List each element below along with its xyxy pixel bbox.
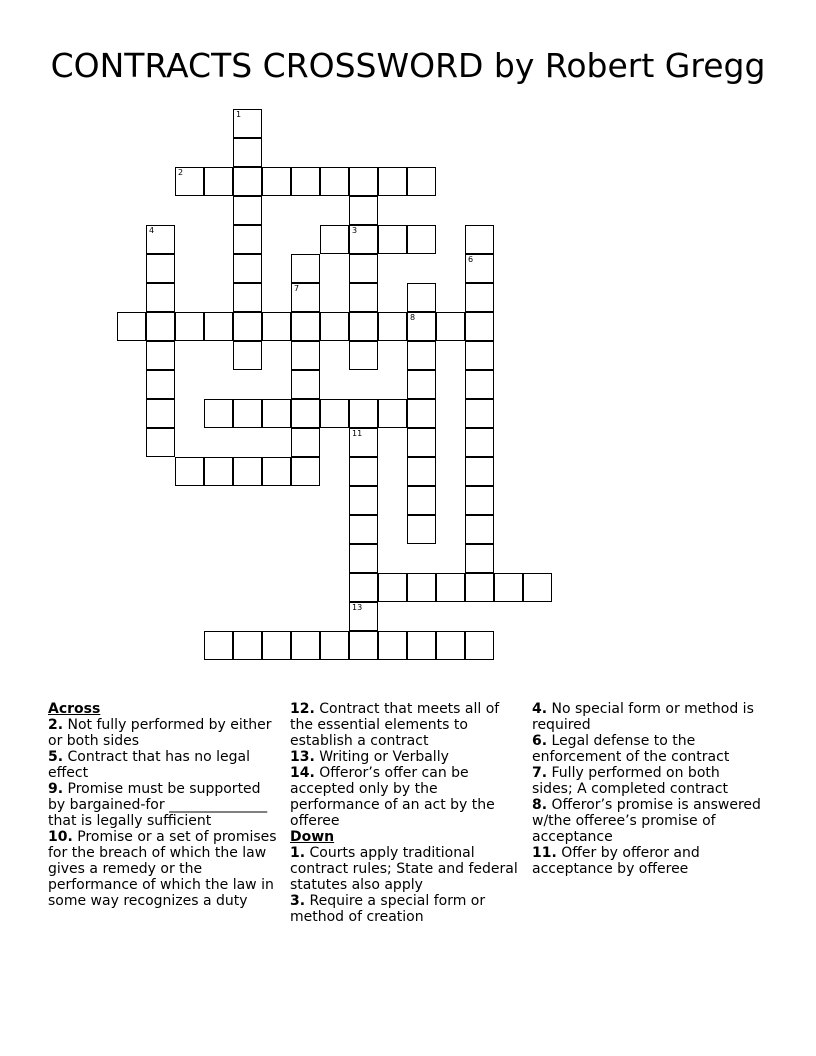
clue-number: 3. bbox=[290, 893, 306, 909]
clue-down-1 bbox=[290, 845, 520, 893]
grid-cell[interactable] bbox=[146, 254, 175, 283]
cell-number: 13 bbox=[352, 603, 363, 612]
grid-cell[interactable] bbox=[465, 486, 494, 515]
grid-cell[interactable] bbox=[349, 341, 378, 370]
clue-text: Promise must be supported by bargained-for ______________ that is legally sufficient bbox=[48, 781, 268, 829]
grid-cell[interactable] bbox=[291, 312, 320, 341]
cell-number: 6 bbox=[468, 255, 474, 264]
grid-cell[interactable] bbox=[465, 254, 494, 283]
clue-text: Offer by offeror and acceptance by offeree bbox=[532, 845, 700, 877]
grid-cell[interactable] bbox=[233, 399, 262, 428]
grid-cell[interactable] bbox=[146, 399, 175, 428]
grid-cell[interactable] bbox=[465, 312, 494, 341]
grid-cell[interactable] bbox=[233, 631, 262, 660]
clue-text: No special form or method is required bbox=[532, 701, 754, 733]
grid-cell[interactable] bbox=[233, 138, 262, 167]
grid-cell[interactable] bbox=[465, 515, 494, 544]
clue-text: Fully performed on both sides; A completed contract bbox=[532, 765, 729, 797]
clue-text: Promise or a set of promises for the breach of which the law gives a remedy or the performance of which the law in some way recognizes a duty bbox=[48, 829, 277, 909]
grid-cell[interactable] bbox=[349, 631, 378, 660]
grid-cell[interactable] bbox=[175, 457, 204, 486]
grid-cell[interactable] bbox=[407, 631, 436, 660]
clue-text: Courts apply traditional contract rules; State and federal statutes also apply bbox=[290, 845, 518, 893]
grid-cell[interactable] bbox=[146, 225, 175, 254]
cell-number: 1 bbox=[236, 110, 242, 119]
grid-cell[interactable] bbox=[349, 196, 378, 225]
grid-cell[interactable] bbox=[291, 254, 320, 283]
grid-cell[interactable] bbox=[291, 457, 320, 486]
clue-text: Not fully performed by either or both sides bbox=[48, 717, 272, 749]
cell-number: 7 bbox=[294, 284, 300, 293]
grid-cell[interactable] bbox=[465, 225, 494, 254]
clue-down-3 bbox=[290, 893, 520, 925]
grid-cell[interactable] bbox=[320, 631, 349, 660]
clue-text: Contract that meets all of the essential elements to establish a contract bbox=[290, 701, 500, 749]
clue-number: 4. bbox=[532, 701, 548, 717]
grid-cell[interactable] bbox=[262, 167, 291, 196]
grid-cell[interactable] bbox=[291, 341, 320, 370]
grid-cell[interactable] bbox=[233, 167, 262, 196]
grid-cell[interactable] bbox=[349, 167, 378, 196]
grid-cell[interactable] bbox=[465, 544, 494, 573]
clue-across-2 bbox=[48, 717, 282, 749]
grid-cell[interactable] bbox=[320, 312, 349, 341]
grid-cell[interactable] bbox=[407, 283, 436, 312]
grid-cell[interactable] bbox=[233, 283, 262, 312]
grid-cell[interactable] bbox=[407, 428, 436, 457]
grid-cell[interactable] bbox=[465, 341, 494, 370]
grid-cell[interactable] bbox=[349, 225, 378, 254]
grid-cell[interactable] bbox=[523, 573, 552, 602]
grid-cell[interactable] bbox=[407, 341, 436, 370]
grid-cell[interactable] bbox=[204, 167, 233, 196]
grid-cell[interactable] bbox=[146, 341, 175, 370]
clue-column-3 bbox=[532, 701, 762, 877]
grid-cell[interactable] bbox=[117, 312, 146, 341]
grid-cell[interactable] bbox=[465, 370, 494, 399]
grid-cell[interactable] bbox=[436, 312, 465, 341]
grid-cell[interactable] bbox=[204, 399, 233, 428]
grid-cell[interactable] bbox=[233, 312, 262, 341]
grid-cell[interactable] bbox=[233, 341, 262, 370]
clue-number: 7. bbox=[532, 765, 548, 781]
grid-cell[interactable] bbox=[378, 631, 407, 660]
clue-down-8 bbox=[532, 797, 762, 845]
clue-number: 11. bbox=[532, 845, 557, 861]
clue-text: Legal defense to the enforcement of the contract bbox=[532, 733, 730, 765]
grid-cell[interactable] bbox=[262, 631, 291, 660]
grid-cell[interactable] bbox=[465, 428, 494, 457]
grid-cell[interactable] bbox=[146, 312, 175, 341]
grid-cell[interactable] bbox=[291, 631, 320, 660]
clue-number: 9. bbox=[48, 781, 64, 797]
grid-cell[interactable] bbox=[407, 457, 436, 486]
grid-cell[interactable] bbox=[436, 573, 465, 602]
grid-cell[interactable] bbox=[349, 486, 378, 515]
clue-text: Writing or Verbally bbox=[319, 749, 449, 765]
grid-cell[interactable] bbox=[378, 312, 407, 341]
grid-cell[interactable] bbox=[291, 167, 320, 196]
clue-column-1 bbox=[48, 701, 282, 909]
grid-cell[interactable] bbox=[262, 399, 291, 428]
grid-cell[interactable] bbox=[349, 254, 378, 283]
grid-cell[interactable] bbox=[349, 515, 378, 544]
grid-cell[interactable] bbox=[175, 312, 204, 341]
down-heading: Down bbox=[290, 829, 335, 845]
clue-across-10 bbox=[48, 829, 282, 909]
grid-cell[interactable] bbox=[407, 167, 436, 196]
cell-number: 11 bbox=[352, 429, 363, 438]
grid-cell[interactable] bbox=[378, 225, 407, 254]
grid-cell[interactable] bbox=[291, 428, 320, 457]
grid-cell[interactable] bbox=[465, 631, 494, 660]
clue-number: 1. bbox=[290, 845, 306, 861]
across-heading: Across bbox=[48, 701, 101, 717]
grid-cell[interactable] bbox=[378, 573, 407, 602]
grid-cell[interactable] bbox=[233, 225, 262, 254]
clue-down-11 bbox=[532, 845, 762, 877]
clue-number: 5. bbox=[48, 749, 64, 765]
grid-cell[interactable] bbox=[320, 225, 349, 254]
clue-number: 12. bbox=[290, 701, 315, 717]
clue-number: 14. bbox=[290, 765, 315, 781]
clue-across-12 bbox=[290, 701, 520, 749]
grid-cell[interactable] bbox=[233, 457, 262, 486]
grid-cell[interactable] bbox=[233, 109, 262, 138]
cell-number: 3 bbox=[352, 226, 358, 235]
cell-number: 4 bbox=[149, 226, 155, 235]
grid-cell[interactable] bbox=[407, 312, 436, 341]
clue-across-5 bbox=[48, 749, 282, 781]
grid-cell[interactable] bbox=[291, 283, 320, 312]
clue-across-9 bbox=[48, 781, 282, 829]
grid-cell[interactable] bbox=[465, 573, 494, 602]
page-title: CONTRACTS CROSSWORD by Robert Gregg bbox=[50, 46, 766, 85]
grid-cell[interactable] bbox=[291, 399, 320, 428]
grid-cell[interactable] bbox=[204, 312, 233, 341]
grid-cell[interactable] bbox=[465, 399, 494, 428]
grid-cell[interactable] bbox=[349, 573, 378, 602]
grid-cell[interactable] bbox=[436, 631, 465, 660]
grid-cell[interactable] bbox=[407, 370, 436, 399]
grid-cell[interactable] bbox=[146, 283, 175, 312]
grid-cell[interactable] bbox=[378, 167, 407, 196]
clue-text: Offeror’s promise is answered w/the offeree’s promise of acceptance bbox=[532, 797, 761, 845]
grid-cell[interactable] bbox=[349, 544, 378, 573]
clue-across-13 bbox=[290, 749, 520, 765]
clue-number: 8. bbox=[532, 797, 548, 813]
grid-cell[interactable] bbox=[320, 167, 349, 196]
grid-cell[interactable] bbox=[378, 399, 407, 428]
clue-column-2 bbox=[290, 701, 520, 925]
cell-number: 2 bbox=[178, 168, 184, 177]
cell-number: 8 bbox=[410, 313, 416, 322]
clue-number: 13. bbox=[290, 749, 315, 765]
clue-number: 10. bbox=[48, 829, 73, 845]
grid-cell[interactable] bbox=[233, 196, 262, 225]
grid-cell[interactable] bbox=[349, 283, 378, 312]
grid-cell[interactable] bbox=[349, 428, 378, 457]
clue-down-4 bbox=[532, 701, 762, 733]
grid-cell[interactable] bbox=[465, 457, 494, 486]
grid-cell[interactable] bbox=[262, 457, 291, 486]
clue-text: Require a special form or method of creation bbox=[290, 893, 486, 925]
grid-cell[interactable] bbox=[320, 399, 349, 428]
grid-cell[interactable] bbox=[291, 370, 320, 399]
clue-across-14 bbox=[290, 765, 520, 829]
clue-number: 6. bbox=[532, 733, 548, 749]
clue-text: Offeror’s offer can be accepted only by the performance of an act by the offeree bbox=[290, 765, 495, 829]
grid-cell[interactable] bbox=[204, 457, 233, 486]
clue-number: 2. bbox=[48, 717, 64, 733]
grid-cell[interactable] bbox=[407, 573, 436, 602]
grid-cell[interactable] bbox=[175, 167, 204, 196]
grid-cell[interactable] bbox=[494, 573, 523, 602]
grid-cell[interactable] bbox=[407, 399, 436, 428]
grid-cell[interactable] bbox=[407, 515, 436, 544]
clue-down-7 bbox=[532, 765, 762, 797]
grid-cell[interactable] bbox=[204, 631, 233, 660]
grid-cell[interactable] bbox=[233, 254, 262, 283]
clue-down-6 bbox=[532, 733, 762, 765]
grid-cell[interactable] bbox=[465, 283, 494, 312]
grid-cell[interactable] bbox=[349, 602, 378, 631]
grid-cell[interactable] bbox=[349, 457, 378, 486]
grid-cell[interactable] bbox=[146, 370, 175, 399]
grid-cell[interactable] bbox=[407, 225, 436, 254]
clue-text: Contract that has no legal effect bbox=[48, 749, 251, 781]
grid-cell[interactable] bbox=[146, 428, 175, 457]
grid-cell[interactable] bbox=[349, 399, 378, 428]
grid-cell[interactable] bbox=[349, 312, 378, 341]
grid-cell[interactable] bbox=[407, 486, 436, 515]
grid-cell[interactable] bbox=[262, 312, 291, 341]
